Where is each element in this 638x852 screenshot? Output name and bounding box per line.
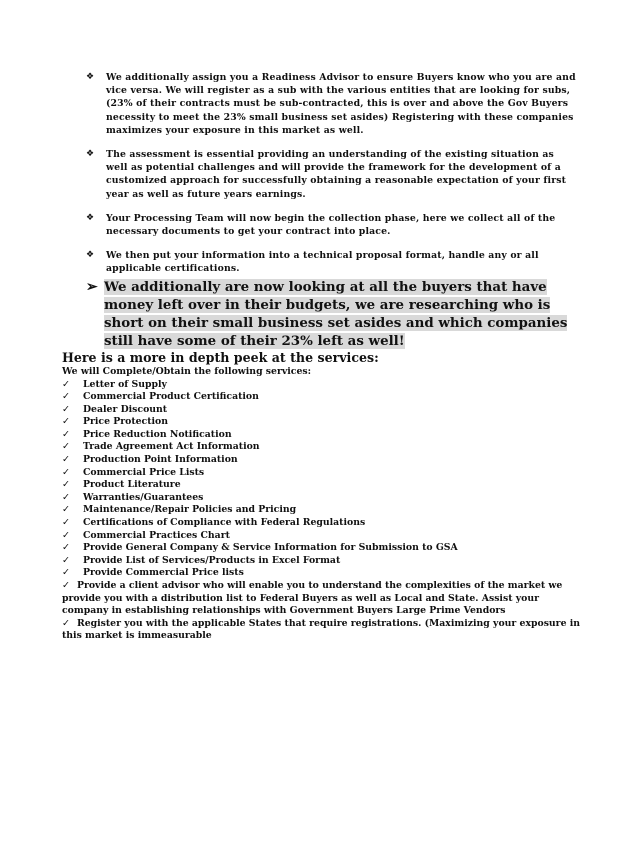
checkmark-icon: ✓: [62, 416, 70, 428]
diamond-bullet-icon: ❖: [86, 212, 95, 223]
checkmark-icon: ✓: [62, 479, 70, 491]
diamond-bullet-icon: ❖: [86, 250, 95, 261]
checkmark-icon: ✓: [62, 378, 70, 390]
list-item: ✓ Price Reduction Notification: [62, 428, 232, 440]
diamond-bullet-list: [86, 71, 576, 287]
list-item: ✓ Production Point Information: [62, 454, 238, 466]
list-item: ✓ Provide General Company & Service Information for Submission to GSA: [62, 542, 458, 554]
bullet-item: [86, 148, 576, 201]
list-item: ✓ Commercial Product Certification: [62, 391, 259, 403]
register-paragraph: ✓ Register you with the applicable States that require registrations. (Maximizing your exposure in this market is immeasurable: [62, 617, 581, 642]
checkmark-icon: ✓: [62, 580, 70, 591]
list-item: ✓ Commercial Price Lists: [62, 466, 205, 478]
checkmark-icon: ✓: [62, 504, 70, 516]
diamond-bullet-icon: ❖: [86, 149, 95, 160]
checkmark-icon: ✓: [62, 542, 70, 554]
checkmark-icon: ✓: [62, 491, 70, 503]
highlighted-text: We additionally are now looking at all the buyers that have money left over in their budgets, we are researching who is short on their small business set asides and which companies still have some of their 23% left as well!: [104, 279, 568, 349]
list-item: ✓ Trade Agreement Act Information: [62, 441, 260, 453]
list-item: ✓ Commercial Practices Chart: [62, 529, 230, 541]
list-item: ✓ Dealer Discount: [62, 403, 168, 415]
bullet-item: [86, 249, 576, 275]
services-heading: Here is a more in depth peek at the services:: [62, 350, 379, 365]
checkmark-icon: ✓: [62, 428, 70, 440]
list-item: ✓ Product Literature: [62, 479, 181, 491]
bullet-text: We additionally assign you a Readiness Advisor to ensure Buyers know who you are and vice versa. We will register as a sub with the various entities that are looking for subs, (23% of their contracts must be sub-contracted, this is over and above the Gov Buyers necessity to meet the 23% small business set asides) Registering with these companies maximizes your exposure in this market as well.: [106, 72, 576, 136]
services-checklist: [62, 379, 582, 581]
bullet-item: [86, 71, 576, 137]
checkmark-icon: ✓: [62, 617, 70, 629]
list-item: ✓ Provide List of Services/Products in Excel Format: [62, 554, 341, 566]
bullet-text: The assessment is essential providing an understanding of the existing situation as well as potential challenges and will provide the framework for the development of a customized approach for successfully obtaining a reasonable expectation of your first year as well as future years earnings.: [106, 149, 567, 200]
list-item: ✓ Provide Commercial Price lists: [62, 567, 244, 579]
checkmark-icon: ✓: [62, 567, 70, 579]
checkmark-icon: ✓: [62, 441, 70, 453]
arrow-bullet-icon: ➢: [86, 279, 98, 295]
services-intro: We will Complete/Obtain the following services:: [62, 366, 312, 377]
list-item: ✓ Certifications of Compliance with Federal Regulations: [62, 517, 366, 529]
advisor-paragraph: ✓ Provide a client advisor who will enable you to understand the complexities of the market we provide you with a distribution list to Federal Buyers as well as Local and State. Assist your company in establishing relationships with Government Buyers Large Prime Vendors: [62, 580, 563, 617]
services-section: [62, 350, 582, 643]
list-item: ✓ Letter of Supply: [62, 378, 167, 390]
checkmark-icon: ✓: [62, 403, 70, 415]
checkmark-icon: ✓: [62, 529, 70, 541]
checkmark-icon: ✓: [62, 554, 70, 566]
list-item: ✓ Warranties/Guarantees: [62, 491, 204, 503]
checkmark-icon: ✓: [62, 517, 70, 529]
diamond-bullet-icon: ❖: [86, 72, 95, 82]
list-item: ✓ Price Protection: [62, 416, 168, 428]
bullet-item: [86, 212, 576, 238]
bullet-text: Your Processing Team will now begin the collection phase, here we collect all of the necessary documents to get your contract into place.: [106, 212, 556, 238]
list-item: ✓ Maintenance/Repair Policies and Pricing: [62, 504, 297, 516]
bullet-text: We then put your information into a technical proposal format, handle any or all applicable certifications.: [106, 250, 539, 275]
checkmark-icon: ✓: [62, 466, 70, 478]
checkmark-icon: ✓: [62, 454, 70, 466]
highlighted-bullet: [86, 278, 576, 350]
checkmark-icon: ✓: [62, 391, 70, 403]
